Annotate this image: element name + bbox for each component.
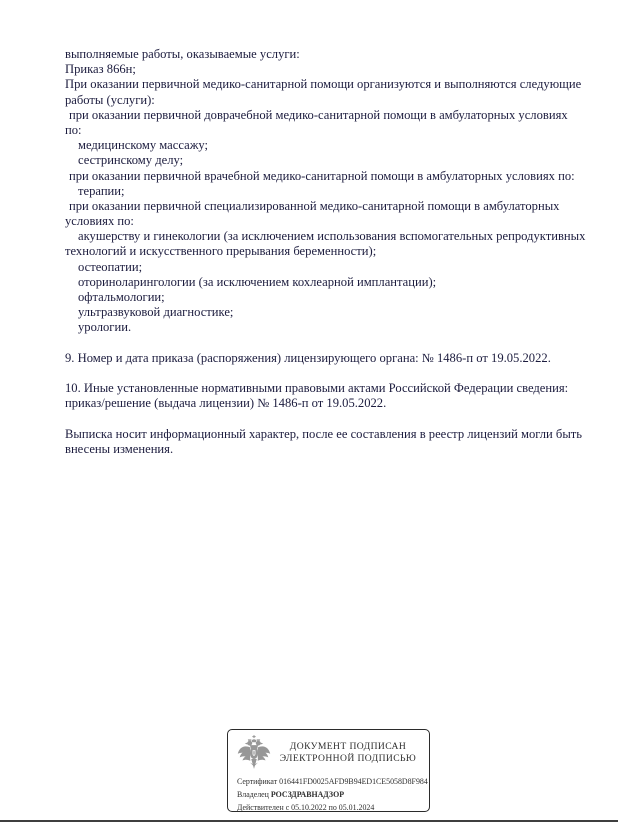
text-line: приказ/решение (выдача лицензии) № 1486-п от 19.05.2022. — [65, 396, 387, 411]
validity-line: Действителен с 05.10.2022 по 05.01.2024 — [237, 803, 375, 813]
text-line: по: — [65, 122, 82, 137]
owner-label: Владелец — [237, 790, 269, 800]
electronic-signature-stamp — [227, 729, 430, 812]
text-line: технологий и искусственного прерывания беременности); — [65, 244, 377, 259]
owner-line — [237, 788, 425, 801]
text-line: при оказании первичной специализированной медико-санитарной помощи в амбулаторных — [69, 198, 560, 213]
text-line: внесены изменения. — [65, 441, 174, 456]
document-lines — [65, 47, 586, 457]
owner-value: РОСЗДРАВНАДЗОР — [270, 790, 345, 800]
text-line: условиях по: — [65, 214, 134, 229]
text-line — [65, 412, 581, 427]
text-line: сестринскому делу; — [78, 153, 184, 168]
text-line — [65, 366, 581, 381]
text-line: офтальмологии; — [78, 290, 165, 304]
stamp-title-line1: ДОКУМЕНТ ПОДПИСАН — [289, 740, 407, 752]
certificate-value: 016441FD0025AFD9B94ED1CE5058D8F984 — [279, 777, 428, 786]
text-line: при оказании первичной врачебной медико-санитарной помощи в амбулаторных условиях по: — [69, 168, 575, 183]
text-line: терапии; — [78, 183, 125, 198]
text-line: оториноларингологии (за исключением кохлеарной имплантации); — [78, 274, 437, 289]
text-line: при оказании первичной доврачебной медико-санитарной помощи в амбулаторных условиях — [69, 107, 568, 122]
double-headed-eagle-icon — [235, 734, 273, 772]
text-line: остеопатии; — [78, 259, 143, 274]
text-line: При оказании первичной медико-санитарной помощи организуются и выполняются следующие — [65, 77, 582, 92]
text-line: акушерству и гинекологии (за исключением использования вспомогательных репродуктивных — [78, 229, 586, 244]
certificate-line — [237, 775, 428, 788]
text-line: медицинскому массажу; — [78, 138, 209, 153]
text-line: Выписка носит информационный характер, после ее составления в реестр лицензий могли быть — [65, 426, 583, 441]
text-line: выполняемые работы, оказываемые услуги: — [65, 47, 300, 61]
stamp-header — [228, 730, 429, 772]
text-line — [65, 336, 581, 351]
text-line: работы (услуги): — [65, 92, 155, 107]
stamp-details — [228, 772, 429, 815]
text-line: Приказ 866н; — [65, 62, 136, 77]
text-line: 9. Номер и дата приказа (распоряжения) лицензирующего органа: № 1486-п от 19.05.2022. — [65, 350, 551, 365]
certificate-label: Сертификат — [237, 777, 278, 786]
text-line: 10. Иные установленные нормативными правовыми актами Российской Федерации сведения: — [65, 381, 569, 396]
page-bottom-rule — [0, 820, 618, 822]
text-line: урологии. — [78, 320, 132, 335]
stamp-title — [273, 741, 423, 766]
text-line: ультразвуковой диагностике; — [78, 305, 234, 320]
stamp-title-line2: ЭЛЕКТРОННОЙ ПОДПИСЬЮ — [279, 753, 417, 764]
